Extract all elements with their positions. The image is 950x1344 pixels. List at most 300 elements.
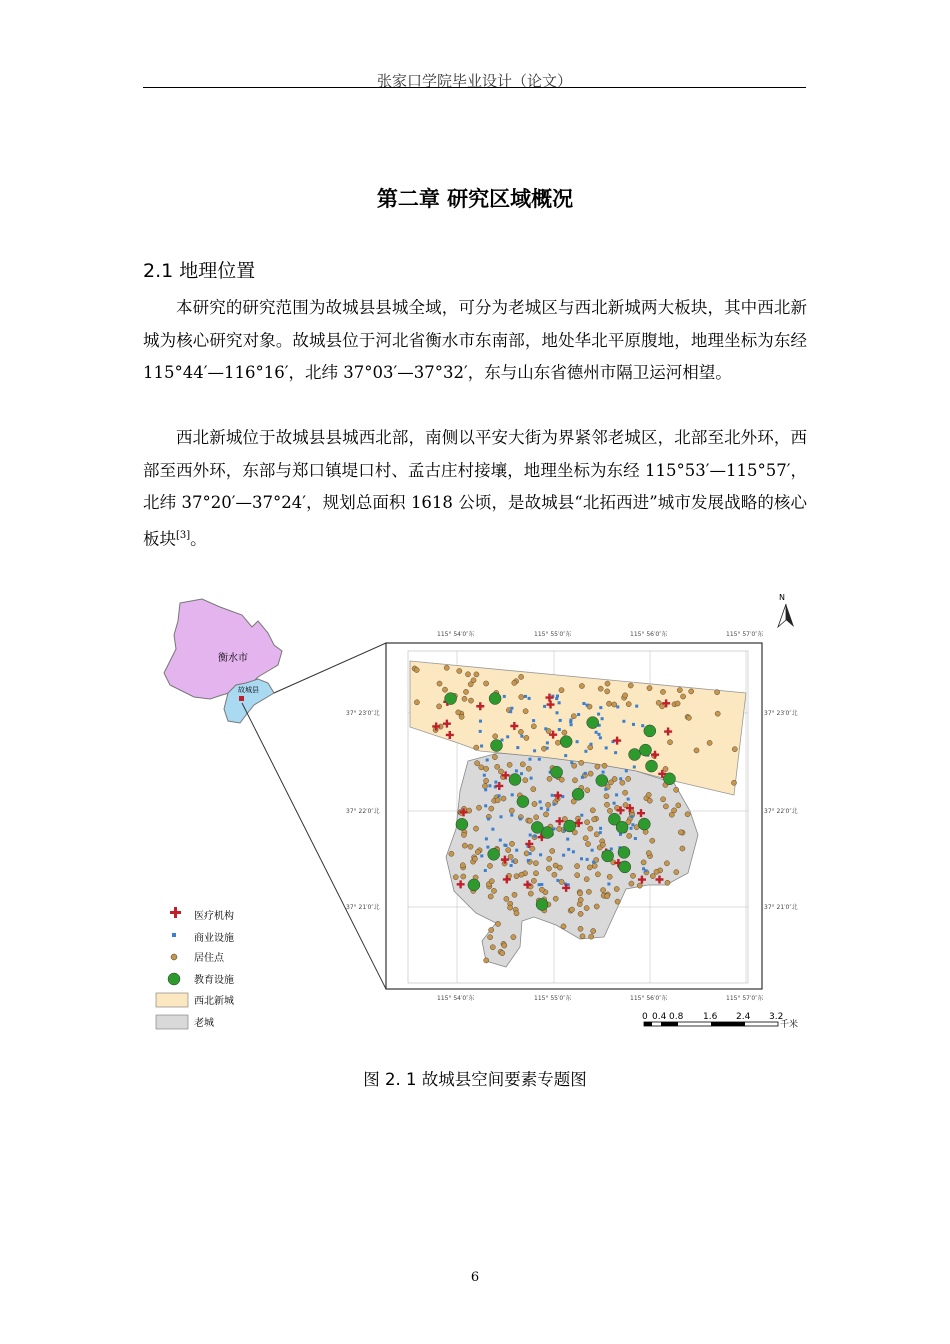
residential-point — [495, 798, 500, 803]
lon-tick-top-4: 115° 57′0″东 — [726, 631, 764, 638]
residential-point — [533, 861, 538, 866]
residential-point — [557, 865, 562, 870]
residential-point — [437, 704, 442, 709]
commercial-point — [498, 794, 501, 797]
commercial-point — [511, 860, 514, 863]
education-point — [468, 879, 480, 891]
commercial-point — [577, 713, 580, 716]
residential-point — [672, 808, 677, 813]
commercial-point — [503, 844, 506, 847]
residential-point — [502, 943, 507, 948]
commercial-point — [584, 772, 587, 775]
commercial-point — [516, 746, 519, 749]
lat-tick-left-3: 37° 21′0″北 — [346, 904, 380, 911]
residential-point — [637, 883, 642, 888]
commercial-point — [644, 869, 647, 872]
residential-point — [650, 874, 655, 879]
north-arrow-label: N — [779, 593, 785, 602]
residential-point — [614, 886, 619, 891]
scale-label-1: 0.4 — [652, 1012, 667, 1022]
residential-point — [600, 842, 605, 847]
commercial-point — [499, 839, 502, 842]
commercial-point — [559, 719, 562, 722]
education-circle-icon — [168, 973, 180, 985]
commercial-point — [524, 695, 527, 698]
residential-point — [555, 740, 560, 745]
residential-point — [615, 899, 620, 904]
scale-label-0: 0 — [642, 1012, 648, 1022]
residential-point — [487, 863, 492, 868]
commercial-point — [580, 857, 583, 860]
lat-tick-left-1: 37° 23′0″北 — [346, 710, 380, 717]
lon-tick-bottom-4: 115° 57′0″东 — [726, 995, 764, 1002]
inset-location-marker — [239, 696, 244, 701]
connector-line-top — [274, 643, 386, 693]
residential-point — [605, 689, 610, 694]
residential-point — [675, 701, 680, 706]
commercial-point — [515, 849, 518, 852]
residential-point — [461, 874, 466, 879]
commercial-point — [607, 883, 610, 886]
residential-point — [500, 951, 505, 956]
commercial-point — [487, 818, 490, 821]
residential-point — [444, 665, 449, 670]
commercial-point — [551, 794, 554, 797]
education-point — [560, 736, 572, 748]
education-point — [616, 821, 628, 833]
residential-point — [490, 945, 495, 950]
old-city-swatch-icon — [156, 1015, 188, 1029]
residential-point — [575, 873, 580, 878]
residential-point — [595, 764, 600, 769]
residential-point — [539, 887, 544, 892]
residential-point — [460, 863, 465, 868]
commercial-point — [586, 858, 589, 861]
residential-point — [620, 780, 625, 785]
commercial-point — [615, 793, 618, 796]
residential-point — [474, 672, 479, 677]
residential-point — [547, 856, 552, 861]
commercial-point — [538, 758, 541, 761]
commercial-point — [527, 859, 530, 862]
commercial-point — [479, 730, 482, 733]
inset-city-label: 衡水市 — [218, 653, 248, 664]
education-point — [664, 773, 676, 785]
residential-point — [533, 871, 538, 876]
residential-point — [661, 797, 666, 802]
residential-point — [519, 674, 524, 679]
commercial-point — [484, 804, 487, 807]
residential-point — [627, 833, 632, 838]
residential-point — [580, 934, 585, 939]
residential-point — [623, 790, 628, 795]
residential-point — [498, 769, 503, 774]
commercial-point — [562, 854, 565, 857]
residential-point — [579, 760, 584, 765]
residential-point — [546, 802, 551, 807]
commercial-point — [501, 739, 504, 742]
residential-point — [553, 896, 558, 901]
legend-education — [168, 973, 234, 986]
residential-point — [594, 832, 599, 837]
residential-point — [449, 851, 454, 856]
education-point — [564, 820, 576, 832]
commercial-point — [572, 850, 575, 853]
education-point — [640, 744, 652, 756]
commercial-point — [601, 717, 604, 720]
scale-bar — [642, 1012, 798, 1030]
residential-point — [626, 776, 631, 781]
commercial-point — [619, 777, 622, 780]
residential-point — [678, 830, 683, 835]
commercial-point — [488, 784, 491, 787]
lon-tick-bottom-3: 115° 56′0″东 — [630, 995, 668, 1002]
residential-point — [511, 935, 516, 940]
education-point — [646, 760, 658, 772]
commercial-point — [632, 723, 635, 726]
residential-point — [588, 771, 593, 776]
commercial-point — [599, 827, 602, 830]
residential-point — [414, 667, 419, 672]
commercial-point — [586, 704, 589, 707]
residential-point — [501, 796, 506, 801]
legend-new-city — [156, 993, 234, 1007]
paragraph-2 — [143, 422, 807, 556]
residential-point — [559, 777, 564, 782]
residential-point — [509, 841, 514, 846]
commercial-point — [605, 746, 608, 749]
residential-point — [604, 794, 609, 799]
legend-residential — [171, 951, 225, 964]
commercial-point — [544, 727, 547, 730]
education-point — [491, 740, 503, 752]
legend-new-city-label: 西北新城 — [194, 996, 234, 1007]
residential-point — [715, 690, 720, 695]
scale-unit-label: 千米 — [780, 1020, 799, 1030]
residential-point — [488, 935, 493, 940]
scale-label-2: 0.8 — [669, 1012, 684, 1022]
education-point — [618, 846, 630, 858]
residential-point — [647, 798, 652, 803]
residential-point — [504, 896, 509, 901]
commercial-point — [591, 849, 594, 852]
education-point — [536, 899, 548, 911]
education-point — [572, 788, 584, 800]
commercial-point — [558, 728, 561, 731]
residential-point — [694, 748, 699, 753]
residential-point — [465, 672, 470, 677]
commercial-point — [511, 793, 514, 796]
scale-label-4: 2.4 — [736, 1012, 751, 1022]
commercial-point — [540, 883, 543, 886]
residential-point — [512, 680, 517, 685]
commercial-point — [622, 720, 625, 723]
residential-point — [715, 711, 720, 716]
residential-point — [414, 700, 419, 705]
education-point — [488, 848, 500, 860]
residential-point — [523, 709, 528, 714]
commercial-point — [529, 834, 532, 837]
residential-point — [495, 921, 500, 926]
commercial-point — [581, 776, 584, 779]
residential-point — [686, 715, 691, 720]
commercial-point — [485, 837, 488, 840]
residential-point — [595, 872, 600, 877]
residential-point — [612, 702, 617, 707]
commercial-point — [598, 733, 601, 736]
residential-point — [590, 808, 595, 813]
residential-point — [583, 836, 588, 841]
residential-point — [685, 812, 690, 817]
residential-point — [531, 787, 536, 792]
education-point — [602, 850, 614, 862]
citation-ref[interactable]: [3] — [176, 529, 191, 541]
commercial-point — [567, 848, 570, 851]
north-arrow-icon — [786, 604, 794, 627]
commercial-point — [553, 803, 556, 806]
medical-cross-icon — [170, 907, 181, 918]
residential-point — [588, 826, 593, 831]
commercial-point — [520, 772, 523, 775]
residential-point — [607, 808, 612, 813]
commercial-point — [503, 695, 506, 698]
commercial-point — [631, 815, 634, 818]
lat-tick-right-3: 37° 21′0″北 — [764, 904, 798, 911]
residential-point — [546, 866, 551, 871]
commercial-point — [584, 750, 587, 753]
residential-point — [592, 817, 597, 822]
page-number: 6 — [470, 1270, 480, 1285]
residential-point — [552, 872, 557, 877]
education-point — [531, 821, 543, 833]
commercial-point — [570, 761, 573, 764]
residential-point — [493, 734, 498, 739]
residential-point — [578, 911, 583, 916]
residential-point — [586, 889, 591, 894]
residential-point — [459, 714, 464, 719]
commercial-point — [604, 788, 607, 791]
commercial-point — [599, 736, 602, 739]
commercial-point — [520, 735, 523, 738]
commercial-point — [597, 713, 600, 716]
residential-point — [476, 805, 481, 810]
residential-point — [514, 911, 519, 916]
legend-residential-label: 居住点 — [194, 953, 224, 964]
new-city-swatch-icon — [156, 993, 188, 1007]
residential-point — [473, 826, 478, 831]
commercial-point — [546, 741, 549, 744]
legend-education-label: 教育设施 — [194, 975, 234, 986]
commercial-square-icon — [172, 933, 176, 937]
residential-point — [456, 710, 461, 715]
commercial-point — [599, 831, 602, 834]
residential-point — [462, 696, 467, 701]
residential-point — [495, 764, 500, 769]
education-point — [596, 775, 608, 787]
running-header: 张家口学院毕业设计（论文） — [376, 72, 572, 90]
residential-point — [605, 681, 610, 686]
paragraph-2-text: 西北新城位于故城县县城西北部，南侧以平安大街为界紧邻老城区，北部至北外环，西部至西外环，东部与郑口镇堤口村、孟古庄村接壤，地理坐标为东经 115°53′—115°57′，北纬 37°20′—37°24′，规划总面积 1618 公顷，是故城县“北拓西进”城市发展战略的核心板块 — [143, 428, 807, 549]
legend-old-city-label: 老城 — [194, 1018, 214, 1029]
residential-point — [630, 873, 635, 878]
residential-point — [532, 801, 537, 806]
commercial-point — [576, 740, 579, 743]
residential-point — [663, 766, 668, 771]
residential-point — [579, 683, 584, 688]
residential-point — [543, 812, 548, 817]
residential-point — [559, 879, 564, 884]
residential-point — [605, 894, 610, 899]
residential-point — [732, 747, 737, 752]
residential-point — [550, 848, 555, 853]
lon-tick-top-1: 115° 54′0″东 — [437, 631, 475, 638]
residential-point — [518, 729, 523, 734]
commercial-point — [556, 879, 559, 882]
scale-label-3: 1.6 — [703, 1012, 718, 1022]
commercial-point — [630, 827, 633, 830]
residential-point — [594, 904, 599, 909]
residential-point — [681, 694, 686, 699]
figure-caption: 图 2. 1 故城县空间要素专题图 — [363, 1070, 587, 1089]
education-point — [489, 693, 501, 705]
commercial-point — [570, 723, 573, 726]
residential-point — [628, 683, 633, 688]
education-point — [445, 693, 457, 705]
residential-point — [562, 730, 567, 735]
legend-medical-label: 医疗机构 — [194, 911, 234, 922]
commercial-point — [641, 724, 644, 727]
residential-point — [589, 934, 594, 939]
residential-point — [569, 907, 574, 912]
commercial-point — [610, 848, 613, 851]
residential-point — [484, 681, 489, 686]
commercial-point — [532, 719, 535, 722]
commercial-point — [509, 710, 512, 713]
paragraph-2-end: 。 — [190, 529, 207, 549]
commercial-point — [480, 745, 483, 748]
residential-point — [578, 891, 583, 896]
education-point — [509, 774, 521, 786]
residential-point — [612, 776, 617, 781]
commercial-point — [528, 697, 531, 700]
residential-point — [461, 832, 466, 837]
commercial-point — [633, 766, 636, 769]
commercial-point — [539, 800, 542, 803]
residential-point — [623, 693, 628, 698]
residential-point — [663, 804, 668, 809]
residential-point — [457, 668, 462, 673]
commercial-point — [510, 864, 513, 867]
section-title: 2.1 地理位置 — [143, 260, 256, 282]
residential-point — [559, 688, 564, 693]
residential-point — [646, 851, 651, 856]
commercial-point — [595, 731, 598, 734]
residential-point — [482, 783, 487, 788]
scale-label-5: 3.2 — [769, 1012, 784, 1022]
commercial-point — [529, 852, 532, 855]
lon-tick-top-3: 115° 56′0″东 — [630, 631, 668, 638]
residential-point — [547, 776, 552, 781]
residential-point — [507, 762, 512, 767]
residential-point — [528, 891, 533, 896]
residential-point — [468, 844, 473, 849]
residential-point — [731, 780, 736, 785]
residential-point — [491, 888, 496, 893]
residential-point — [646, 792, 651, 797]
commercial-point — [510, 707, 513, 710]
chapter-title: 第二章 研究区域概况 — [376, 187, 574, 211]
residential-point — [527, 818, 532, 823]
commercial-point — [506, 735, 509, 738]
commercial-point — [580, 814, 583, 817]
residential-point — [524, 851, 529, 856]
commercial-point — [627, 798, 630, 801]
residential-point — [676, 803, 681, 808]
residential-point — [531, 724, 536, 729]
residential-point — [484, 766, 489, 771]
commercial-point — [625, 769, 628, 772]
education-point — [619, 861, 631, 873]
residential-point — [492, 755, 497, 760]
lat-tick-left-2: 37° 22′0″北 — [346, 808, 380, 815]
commercial-point — [500, 815, 503, 818]
commercial-point — [582, 702, 585, 705]
commercial-point — [599, 706, 602, 709]
commercial-point — [486, 759, 489, 762]
residential-point — [607, 874, 612, 879]
commercial-point — [539, 853, 542, 856]
commercial-point — [555, 697, 558, 700]
residential-point — [489, 927, 494, 932]
residential-point — [474, 745, 479, 750]
commercial-point — [491, 828, 494, 831]
residential-point — [592, 863, 597, 868]
residential-point — [587, 865, 592, 870]
residential-point — [604, 802, 609, 807]
legend-old-city — [156, 1015, 214, 1029]
residential-point — [526, 766, 531, 771]
residential-point — [489, 806, 494, 811]
residential-point — [523, 778, 528, 783]
residential-point — [629, 881, 634, 886]
residential-point — [707, 740, 712, 745]
connector-line-bottom — [242, 703, 386, 989]
residential-point — [475, 849, 480, 854]
residential-point — [598, 686, 603, 691]
residential-point — [667, 740, 672, 745]
commercial-point — [494, 781, 497, 784]
residential-point — [584, 877, 589, 882]
residential-point — [519, 872, 524, 877]
residential-point — [488, 894, 493, 899]
residential-point — [664, 861, 669, 866]
commercial-point — [592, 861, 595, 864]
lat-tick-right-2: 37° 22′0″北 — [764, 808, 798, 815]
commercial-point — [590, 743, 593, 746]
residential-point — [475, 761, 480, 766]
commercial-point — [540, 807, 543, 810]
commercial-point — [533, 749, 536, 752]
residential-point — [453, 875, 458, 880]
residential-point — [584, 906, 589, 911]
commercial-point — [480, 854, 483, 857]
commercial-point — [530, 777, 533, 780]
commercial-point — [569, 720, 572, 723]
residential-point — [509, 808, 514, 813]
residential-point — [479, 765, 484, 770]
commercial-point — [616, 705, 619, 708]
commercial-point — [556, 711, 559, 714]
